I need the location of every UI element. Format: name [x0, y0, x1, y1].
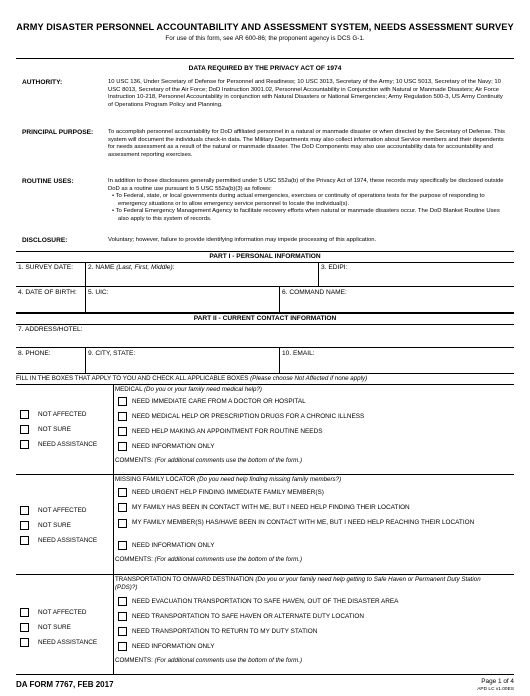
- transport-item-3-checkbox[interactable]: [118, 627, 127, 636]
- city-label: 9. CITY, STATE:: [88, 350, 136, 357]
- city-field[interactable]: [85, 348, 279, 373]
- transport-title: [115, 576, 500, 591]
- medical-not-sure-label: NOT SURE: [38, 426, 71, 433]
- transport-not-affected-label: NOT AFFECTED: [38, 609, 87, 616]
- locator-comments[interactable]: [115, 556, 302, 563]
- instructions: [16, 374, 514, 385]
- locator-not-sure-checkbox[interactable]: [20, 521, 29, 530]
- routine-bullet-1: • To Federal, state, or local governments during actual emergencies, exercises or continuity of operations tests for the purpose of responding to emergency situations or to allow emergency service personnel to locate the individual(s).: [112, 193, 485, 207]
- medical-title-text: MEDICAL: [115, 386, 144, 393]
- transport-comments-hint: (For additional comments use the bottom of the form.): [154, 657, 303, 664]
- edipi-field[interactable]: [318, 262, 514, 286]
- name-label: 2. NAME: [88, 264, 117, 271]
- form-header: [16, 22, 514, 42]
- locator-title-text: MISSING FAMILY LOCATOR: [115, 476, 198, 483]
- medical-need-assistance-checkbox[interactable]: [20, 440, 29, 449]
- transport-comments-label: COMMENTS:: [115, 657, 155, 664]
- medical-status: [16, 385, 114, 474]
- survey-date-label: 1. SURVEY DATE:: [18, 264, 73, 271]
- medical-comments-label: COMMENTS:: [115, 457, 155, 464]
- command-field[interactable]: [279, 287, 514, 312]
- email-label: 10. EMAIL:: [282, 350, 315, 357]
- address-field[interactable]: [16, 324, 514, 347]
- routine-bullet-2: • To Federal Emergency Management Agency to facilitate recovery efforts when natural or manmade disasters occur. The DoD Blanket Routine Uses also apply to this system of records.: [112, 208, 500, 222]
- transport-item-4-label: NEED INFORMATION ONLY: [132, 643, 215, 650]
- locator-item-3-checkbox[interactable]: [118, 519, 127, 528]
- medical-title: [115, 386, 500, 394]
- locator-need-assistance-label: NEED ASSISTANCE: [38, 537, 98, 544]
- routine-intro: In addition to those disclosures generally permitted under 5 USC 552a(b) of the Privacy Act of 1974, these records may specifically be disclosed outside DoD as a routine use pursuant to 5 USC 552a(b)(3) as follows:: [108, 178, 504, 192]
- address-row: [16, 324, 514, 348]
- transport-item-1-checkbox[interactable]: [118, 597, 127, 606]
- transport-options: [114, 575, 514, 674]
- medical-need-assistance-label: NEED ASSISTANCE: [38, 441, 98, 448]
- form-number: DA FORM 7767, FEB 2017: [16, 680, 114, 689]
- locator-item-2-label: MY FAMILY HAS BEEN IN CONTACT WITH ME, BUT I NEED HELP FINDING THEIR LOCATION: [132, 504, 410, 511]
- transport-group: [16, 575, 514, 675]
- disclosure-text: Voluntary; however, failure to provide identifying information may impede processing of this application.: [108, 237, 377, 243]
- part2-heading: PART II - CURRENT CONTACT INFORMATION: [16, 313, 514, 325]
- transport-item-3-label: NEED TRANSPORTATION TO RETURN TO MY DUTY STATION: [132, 628, 318, 635]
- locator-item-4-checkbox[interactable]: [118, 541, 127, 550]
- email-field[interactable]: [279, 348, 514, 373]
- uic-label: 5. UIC:: [88, 289, 109, 296]
- authority-text: 10 USC 136, Under Secretary of Defense for Personnel and Readiness; 10 USC 3013, Secretary of the Army; 10 USC 5013, Secretary of the Navy; 10 USC 8013, Secretary of the Air Force; DoD Instruction 3001.02, Personnel Accountability in Conjunction with Natural or Manmade Disasters; Air Force Instruction 10-218, Personnel Accountability in conjunction with Natural Disasters or National Emergencies; Army Regulation 500-3, US Army Continuity of Operations Program Policy and Planning.: [108, 79, 503, 108]
- medical-not-affected-label: NOT AFFECTED: [38, 411, 87, 418]
- transport-item-1-label: NEED EVACUATION TRANSPORTATION TO SAFE HAVEN, OUT OF THE DISASTER AREA: [132, 598, 399, 605]
- locator-group: [16, 475, 514, 575]
- purpose-text: To accomplish personnel accountability for DoD affiliated personnel in a natural or manmade disaster or when directed by the Secretary of Defense. This system will document the individuals check-in data. The Military Departments may also collect information about Service members and their dependents for needs assessment as a result of the natural or manmade disaster. The DoD Components may also use accountability data for accountability and assessment reporting exercises.: [108, 129, 505, 158]
- transport-not-sure-label: NOT SURE: [38, 624, 71, 631]
- name-field[interactable]: [85, 262, 318, 286]
- locator-not-affected-label: NOT AFFECTED: [38, 507, 87, 514]
- contact-row: [16, 348, 514, 374]
- edipi-label: 3. EDIPI:: [321, 264, 348, 271]
- transport-title-text: TRANSPORTATION TO ONWARD DESTINATION: [115, 576, 256, 583]
- medical-item-4-label: NEED INFORMATION ONLY: [132, 443, 215, 450]
- transport-comments[interactable]: [115, 657, 302, 664]
- medical-item-3-checkbox[interactable]: [118, 427, 127, 436]
- transport-need-assistance-checkbox[interactable]: [20, 638, 29, 647]
- transport-not-affected-checkbox[interactable]: [20, 608, 29, 617]
- routine-label: ROUTINE USES:: [22, 178, 74, 185]
- part1-heading: PART I - PERSONAL INFORMATION: [16, 251, 514, 263]
- locator-not-sure-label: NOT SURE: [38, 522, 71, 529]
- address-label: 7. ADDRESS/HOTEL:: [18, 326, 83, 333]
- locator-comments-hint: (For additional comments use the bottom of the form.): [154, 556, 303, 563]
- form-title: ARMY DISASTER PERSONNEL ACCOUNTABILITY AND ASSESSMENT SYSTEM, NEEDS ASSESSMENT SURVEY: [16, 22, 514, 32]
- transport-status: [16, 575, 114, 674]
- locator-item-2-checkbox[interactable]: [118, 503, 127, 512]
- transport-not-sure-checkbox[interactable]: [20, 623, 29, 632]
- part1-row-1: [16, 262, 514, 287]
- medical-item-1-label: NEED IMMEDIATE CARE FROM A DOCTOR OR HOSPITAL: [132, 398, 306, 405]
- phone-label: 8. PHONE:: [18, 350, 51, 357]
- transport-item-2-label: NEED TRANSPORTATION TO SAFE HAVEN OR ALTERNATE DUTY LOCATION: [132, 613, 364, 620]
- command-label: 6. COMMAND NAME:: [282, 289, 347, 296]
- uic-field[interactable]: [85, 287, 279, 312]
- purpose-label: PRINCIPAL PURPOSE:: [22, 129, 94, 136]
- locator-need-assistance-checkbox[interactable]: [20, 536, 29, 545]
- medical-item-2-checkbox[interactable]: [118, 412, 127, 421]
- form-version: APD LC v1.00ES: [477, 687, 514, 692]
- transport-hint: (Do you or your family need help getting to Safe Haven or Permanent Duty Station (PDS)?): [115, 576, 481, 591]
- privacy-act-section: [16, 58, 514, 252]
- dob-field[interactable]: [16, 287, 85, 312]
- authority-label: AUTHORITY:: [22, 79, 63, 86]
- survey-date-field[interactable]: [16, 262, 85, 286]
- form-subtitle: For use of this form, see AR 600-86; the proponent agency is DCS G-1.: [165, 35, 365, 42]
- medical-options: [114, 385, 514, 474]
- phone-field[interactable]: [16, 348, 85, 373]
- instructions-hint: (Please choose Not Affected if none apply): [250, 375, 368, 382]
- transport-need-assistance-label: NEED ASSISTANCE: [38, 639, 98, 646]
- name-hint: (Last, First, Middle):: [116, 264, 175, 271]
- routine-text: [108, 178, 508, 224]
- medical-comments-hint: (For additional comments use the bottom of the form.): [154, 457, 303, 464]
- locator-item-4-label: NEED INFORMATION ONLY: [132, 542, 215, 549]
- locator-options: [114, 475, 514, 574]
- locator-item-1-label: NEED URGENT HELP FINDING IMMEDIATE FAMILY MEMBER(S): [132, 489, 324, 496]
- medical-item-2-label: NEED MEDICAL HELP OR PRESCRIPTION DRUGS FOR A CHRONIC ILLNESS: [132, 413, 365, 420]
- transport-item-2-checkbox[interactable]: [118, 612, 127, 621]
- medical-item-3-label: NEED HELP MAKING AN APPOINTMENT FOR ROUTINE NEEDS: [132, 428, 323, 435]
- medical-group: [16, 385, 514, 475]
- disclosure-label: DISCLOSURE:: [22, 237, 68, 244]
- locator-status: [16, 475, 114, 574]
- transport-item-4-checkbox[interactable]: [118, 642, 127, 651]
- medical-comments[interactable]: [115, 457, 302, 464]
- medical-hint: (Do you or your family need medical help?): [144, 386, 262, 393]
- locator-comments-label: COMMENTS:: [115, 556, 155, 563]
- medical-item-1-checkbox[interactable]: [118, 397, 127, 406]
- dob-label: 4. DATE OF BIRTH:: [18, 289, 77, 296]
- locator-hint: (Do you need help finding missing family members?): [197, 476, 342, 483]
- medical-not-sure-checkbox[interactable]: [20, 425, 29, 434]
- locator-item-1-checkbox[interactable]: [118, 488, 127, 497]
- locator-item-3-label: MY FAMILY MEMBER(S) HAS/HAVE BEEN IN CONTACT WITH ME, BUT I NEED HELP REACHING THEIR LOCATION: [132, 519, 475, 526]
- medical-not-affected-checkbox[interactable]: [20, 410, 29, 419]
- part1-row-2: [16, 287, 514, 313]
- locator-title: [115, 476, 500, 484]
- instructions-text: FILL IN THE BOXES THAT APPLY TO YOU AND CHECK ALL APPLICABLE BOXES: [16, 375, 251, 382]
- privacy-heading: DATA REQUIRED BY THE PRIVACY ACT OF 1974: [188, 65, 342, 72]
- locator-not-affected-checkbox[interactable]: [20, 506, 29, 515]
- medical-item-4-checkbox[interactable]: [118, 442, 127, 451]
- page-number: Page 1 of 4: [481, 678, 514, 685]
